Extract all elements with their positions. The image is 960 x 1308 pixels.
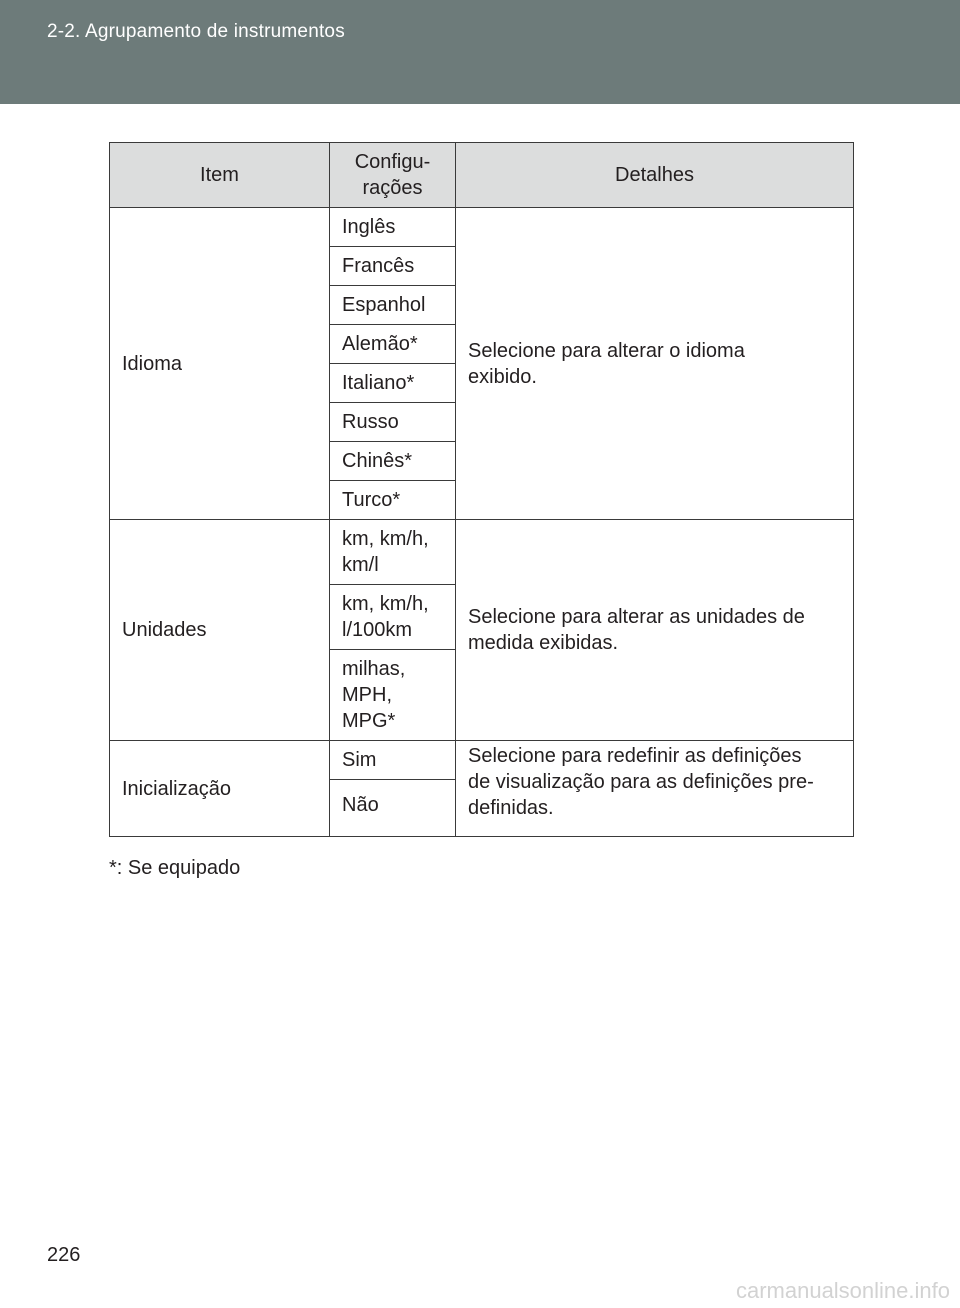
page-number: 226 bbox=[47, 1244, 81, 1266]
config-option: Espanhol bbox=[330, 286, 456, 325]
config-option: Chinês* bbox=[330, 442, 456, 481]
item-unidades: Unidades bbox=[110, 520, 330, 741]
section-title: 2-2. Agrupamento de instrumentos bbox=[47, 21, 345, 42]
item-inicializacao: Inicialização bbox=[110, 741, 330, 837]
header-details: Detalhes bbox=[456, 143, 854, 208]
table-row bbox=[110, 741, 854, 780]
table-row bbox=[110, 208, 854, 247]
item-idioma: Idioma bbox=[110, 208, 330, 520]
config-option: Italiano* bbox=[330, 364, 456, 403]
details-idioma: Selecione para alterar o idioma exibido. bbox=[456, 208, 854, 520]
config-option: km, km/h, km/l bbox=[330, 520, 456, 585]
header-config: Configu- rações bbox=[330, 143, 456, 208]
settings-table bbox=[109, 142, 854, 837]
table-row bbox=[110, 520, 854, 585]
footnote: *: Se equipado bbox=[109, 857, 241, 879]
header-item: Item bbox=[110, 143, 330, 208]
config-option: Alemão* bbox=[330, 325, 456, 364]
details-unidades: Selecione para alterar as unidades de medida exibidas. bbox=[456, 520, 854, 741]
watermark: carmanualsonline.info bbox=[735, 1278, 950, 1303]
details-inicializacao: Selecione para redefinir as definições de visualização para as definições pre- definidas. bbox=[456, 741, 854, 837]
header-band bbox=[0, 0, 960, 104]
config-option: Inglês bbox=[330, 208, 456, 247]
config-option: Sim bbox=[330, 741, 456, 780]
config-option: Não bbox=[330, 780, 456, 837]
table-header-row bbox=[110, 143, 854, 208]
config-option: Russo bbox=[330, 403, 456, 442]
config-option: Francês bbox=[330, 247, 456, 286]
config-option: km, km/h, l/100km bbox=[330, 585, 456, 650]
config-option: Turco* bbox=[330, 481, 456, 520]
config-option: milhas, MPH, MPG* bbox=[330, 650, 456, 741]
